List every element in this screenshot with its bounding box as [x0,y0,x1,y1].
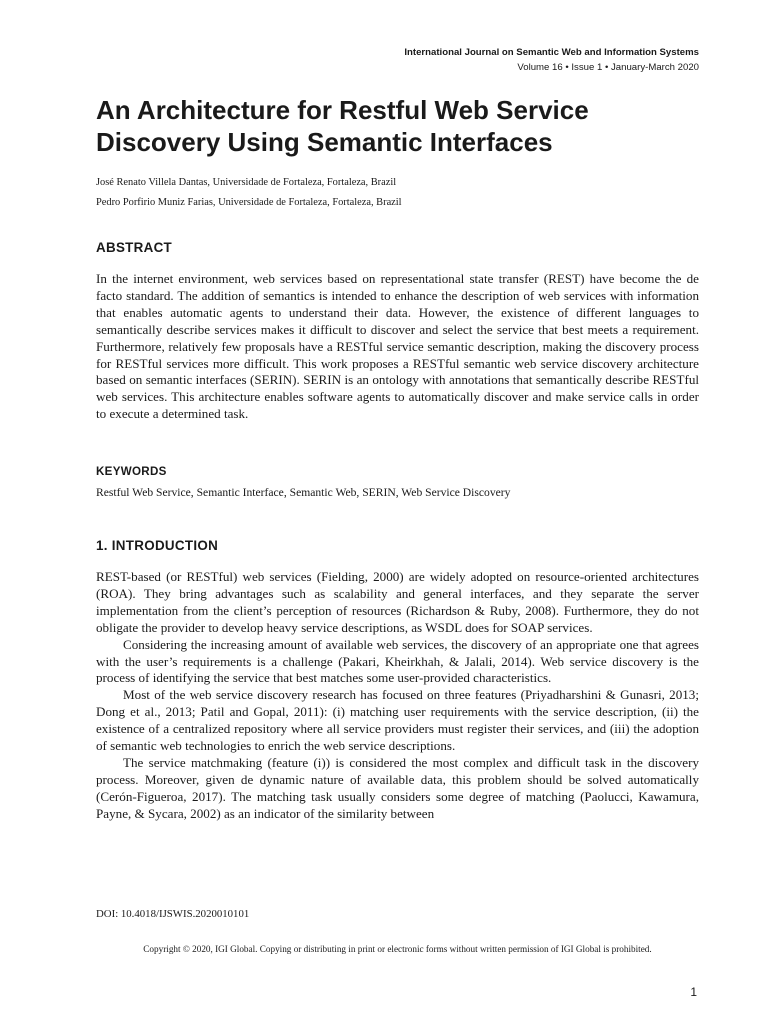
journal-header [404,45,699,75]
abstract-text: In the internet environment, web services based on representational state transfer (REST) have become the de facto standard. The addition of semantics is intended to enhance the description of web services with information that enables automatic agents to understand their data. However, the existence of different languages to semantically describe services makes it difficult to discover and select the service that best meets a requirement. Furthermore, relatively few proposals have a RESTful service semantic description, making the discovery process for RESTful services more difficult. This work proposes a RESTful semantic web service discovery architecture based on semantic interfaces (SERIN). SERIN is an ontology with annotations that semantically describe RESTful web services. This architecture enables software agents to automatically discover and make service calls in order to execute a determined task. [96,271,699,422]
page-number: 1 [690,985,697,999]
intro-paragraph: The service matchmaking (feature (i)) is considered the most complex and difficult task in the discovery process. Moreover, given de dynamic nature of available data, this problem should be solved automatically (Cerón-Figueroa, 2017). The matching task usually considers some degree of matching (Paolucci, Kawamura, Payne, & Sycara, 2002) as an indicator of the similarity between [96,754,699,821]
article-title: An Architecture for Restful Web Service Discovery Using Semantic Interfaces [96,95,589,157]
copyright-notice: Copyright © 2020, IGI Global. Copying or distributing in print or electronic forms without written permission of IGI Global is prohibited. [143,944,652,954]
abstract-heading: ABSTRACT [96,240,173,255]
author-list [96,173,402,213]
intro-paragraph: Considering the increasing amount of available web services, the discovery of an appropriate one that agrees with the user’s requirements is a challenge (Pakari, Kheirkhah, & Jalali, 2014). Web service discovery is the process of identifying the service that best matches some user-provided characteristics. [96,636,699,686]
introduction-body [96,569,699,823]
keywords-heading: KEYWORDS [96,465,167,478]
issue-info: Volume 16 • Issue 1 • January-March 2020 [517,62,699,73]
author-line: Pedro Porfirio Muniz Farias, Universidade de Fortaleza, Fortaleza, Brazil [96,197,402,208]
journal-name: International Journal on Semantic Web and Information Systems [404,47,699,58]
introduction-heading: 1. INTRODUCTION [96,538,219,553]
intro-paragraph: REST-based (or RESTful) web services (Fielding, 2000) are widely adopted on resource-oriented architectures (ROA). They bring advantages such as scalability and general interfaces, and they separate the server implementation from the client’s perception of resources (Richardson & Ruby, 2008). Furthermore, they do not obligate the provider to develop heavy service descriptions, as WSDL does for SOAP services. [96,569,699,635]
keywords-text: Restful Web Service, Semantic Interface, Semantic Web, SERIN, Web Service Discovery [96,486,511,499]
abstract-body [96,271,699,423]
author-line: José Renato Villela Dantas, Universidade de Fortaleza, Fortaleza, Brazil [96,177,397,188]
doi: DOI: 10.4018/IJSWIS.2020010101 [96,908,250,920]
intro-paragraph: Most of the web service discovery research has focused on three features (Priyadharshini & Gunasri, 2013; Dong et al., 2013; Patil and Gopal, 2011): (i) matching user requirements with the service description, (ii) the existence of a centralized repository where all service providers must register their services, and (iii) the adoption of semantic web technologies to enrich the web service descriptions. [96,687,699,754]
